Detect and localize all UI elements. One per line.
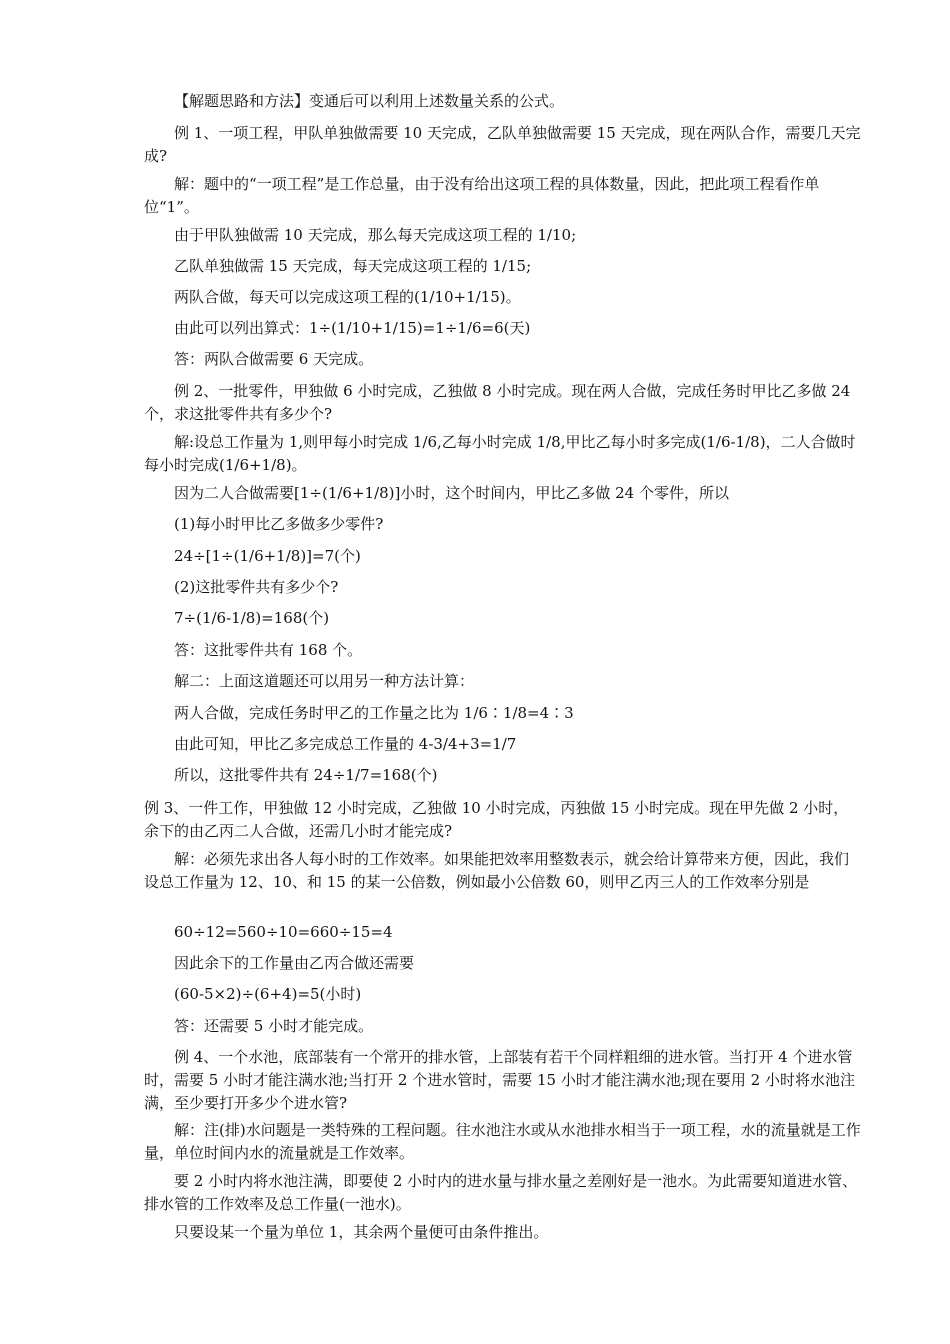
paragraph: (2)这批零件共有多少个? <box>174 578 339 596</box>
paragraph: 解：注(排)水问题是一类特殊的工程问题。往水池注水或从水池排水相当于一项工程，水的流量就是工作量，单位时间内水的流量就是工作效率。 <box>144 1121 861 1162</box>
paragraph: 24÷[1÷(1/6+1/8)]=7(个) <box>174 547 361 565</box>
paragraph: 要 2 小时内将水池注满，即要使 2 小时内的进水量与排水量之差刚好是一池水。为此需要知道进水管、排水管的工作效率及总工作量(一池水)。 <box>144 1172 858 1213</box>
paragraph: 因此余下的工作量由乙丙合做还需要 <box>174 954 415 972</box>
paragraph: 由此可以列出算式：1÷(1/10+1/15)=1÷1/6=6(天) <box>174 319 531 337</box>
paragraph: 答：还需要 5 小时才能完成。 <box>174 1017 374 1035</box>
paragraph: 【解题思路和方法】变通后可以利用上述数量关系的公式。 <box>174 92 565 110</box>
paragraph: 例 2、一批零件，甲独做 6 小时完成，乙独做 8 小时完成。现在两人合做，完成任务时甲比乙多做 24 个，求这批零件共有多少个? <box>144 382 851 423</box>
paragraph: 解：题中的“一项工程”是工作总量，由于没有给出这项工程的具体数量，因此，把此项工程看作单位“1”。 <box>144 175 820 216</box>
paragraph: 解二：上面这道题还可以用另一种方法计算： <box>174 672 475 690</box>
paragraph: 由此可知，甲比乙多完成总工作量的 4-3/4+3=1/7 <box>174 735 517 753</box>
paragraph: 两队合做，每天可以完成这项工程的(1/10+1/15)。 <box>174 288 521 306</box>
paragraph: (1)每小时甲比乙多做多少零件? <box>174 515 384 533</box>
paragraph: 所以，这批零件共有 24÷1/7=168(个) <box>174 766 438 784</box>
paragraph: 60÷12=560÷10=660÷15=4 <box>174 923 393 941</box>
paragraph: 7÷(1/6-1/8)=168(个) <box>174 609 330 627</box>
paragraph: 只要设某一个量为单位 1，其余两个量便可由条件推出。 <box>174 1223 549 1241</box>
paragraph: 答：两队合做需要 6 天完成。 <box>174 350 374 368</box>
paragraph: 解：必须先求出各人每小时的工作效率。如果能把效率用整数表示，就会给计算带来方便，因此，我们设总工作量为 12、10、和 15 的某一公倍数，例如最小公倍数 60，则甲乙丙三人的工作效率分别是 <box>144 850 850 891</box>
paragraph: 乙队单独做需 15 天完成，每天完成这项工程的 1/15; <box>174 257 532 275</box>
paragraph: 解:设总工作量为 1,则甲每小时完成 1/6,乙每小时完成 1/8,甲比乙每小时多完成(1/6-1/8)，二人合做时每小时完成(1/6+1/8)。 <box>144 433 856 474</box>
paragraph: 例 3、一件工作，甲独做 12 小时完成，乙独做 10 小时完成，丙独做 15 小时完成。现在甲先做 2 小时，余下的由乙丙二人合做，还需几小时才能完成? <box>144 799 849 840</box>
paragraph: 因为二人合做需要[1÷(1/6+1/8)]小时，这个时间内，甲比乙多做 24 个零件，所以 <box>174 484 729 502</box>
paragraph: 例 1、一项工程，甲队单独做需要 10 天完成，乙队单独做需要 15 天完成，现在两队合作，需要几天完成? <box>144 124 861 165</box>
paragraph: (60-5×2)÷(6+4)=5(小时) <box>174 985 362 1003</box>
paragraph: 两人合做，完成任务时甲乙的工作量之比为 1/6∶1/8=4∶3 <box>174 704 574 722</box>
paragraph: 例 4、一个水池，底部装有一个常开的排水管，上部装有若干个同样粗细的进水管。当打开 4 个进水管时，需要 5 小时才能注满水池;当打开 2 个进水管时，需要 15 小时才能注满水池;现在要用 2 小时将水池注满，至少要打开多少个进水管? <box>144 1048 855 1112</box>
paragraph: 答：这批零件共有 168 个。 <box>174 641 363 659</box>
paragraph: 由于甲队独做需 10 天完成，那么每天完成这项工程的 1/10; <box>174 226 577 244</box>
